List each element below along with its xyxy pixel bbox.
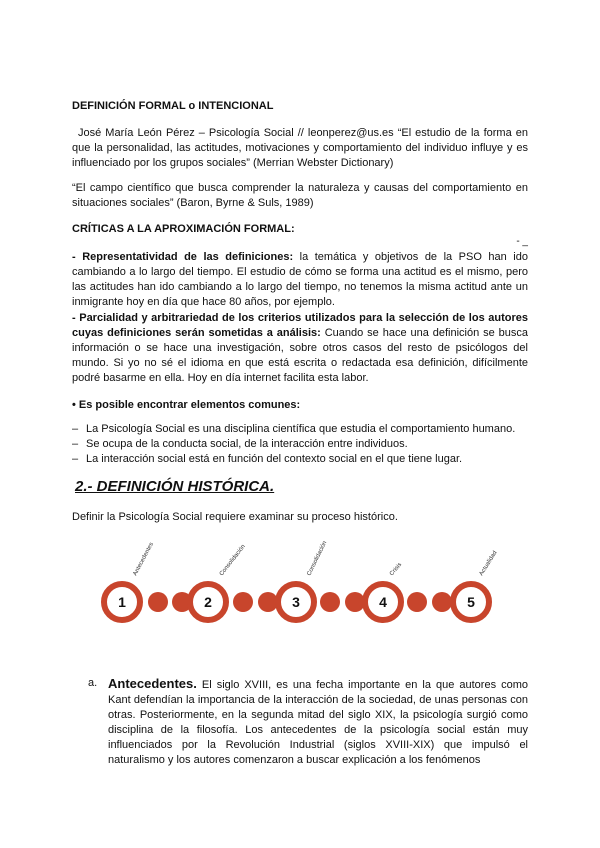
stage-number: 4 [379,594,387,610]
timeline-dot [320,592,340,612]
critica-parcialidad-title: - Parcialidad y arbitrariedad de los criterios utilizados para la selección de los autores cuyas definiciones serán sometidas a análisis: [72,312,528,339]
stage-label: Antecedentes [132,541,155,577]
dash-bullet: – [72,438,79,450]
stage-number: 1 [118,594,126,610]
stage-label: Consolidación [218,543,247,578]
antecedentes-text: El siglo XVIII, es una fecha importante en la que autores como Kant defendían la importancia de la interacción de la sociedad, de unas personas con otras. Posteriormente, en la segunda mitad del siglo XIX, la psicología surgió como disciplina de la filosofía. Los antecedentes de la psicología social están muy influenciados por la Revolución Industrial (siglos XVIII-XIX) que impulsó el naturalismo y los autores comenzaron a buscar explicación a los fenómenos [108,679,528,766]
dash-bullet: – [72,453,79,465]
stage-label: Actualidad [478,550,499,578]
list-item-text: La Psicología Social es una disciplina científica que estudia el comportamiento humano. [86,423,516,435]
historica-intro: Definir la Psicología Social requiere examinar su proceso histórico. [72,511,398,523]
section-title-formal: DEFINICIÓN FORMAL o INTENCIONAL [72,100,274,112]
timeline-stage-1 [104,542,155,620]
list-item [72,452,528,467]
stage-number: 2 [204,594,212,610]
stage-label: Crisis [388,561,404,578]
timeline-stage-3 [278,540,328,620]
list-item-text: La interacción social está en función del contexto social en el que tiene lugar. [86,453,463,465]
critica-parcialidad [72,311,528,386]
list-item [72,422,528,437]
stage-label: Consolidación [306,540,329,577]
antecedentes-paragraph [108,676,528,768]
list-marker: a. [88,677,98,689]
dash-bullet: – [72,423,79,435]
section-title-criticas: CRÍTICAS A LA APROXIMACIÓN FORMAL: [72,223,295,235]
definition-citation [72,126,528,171]
section-title-historica: 2.- DEFINICIÓN HISTÓRICA. [75,478,275,495]
timeline-stage-5 [453,550,499,620]
list-item-text: Se ocupa de la conducta social, de la interacción entre individuos. [86,438,408,450]
definition-quote-baron: “El campo científico que busca comprender la naturaleza y causas del comportamiento en situaciones sociales” (Baron, Byrne & Suls, 1989) [72,182,528,209]
critica-parcialidad-text: Cuando se hace una definición se busca información o se hace una investigación, sobre otros casos del resto de psicólogos del mundo. Si yo no sé el idioma en que está escrita o redactada esa definición, difícilmente podré basarme en ella. Hoy en día internet facilita esta labor. [72,327,528,384]
section-title-comunes: • Es posible encontrar elementos comunes: [72,399,301,411]
dash-marker: - _ [516,236,528,247]
timeline-dot [233,592,253,612]
critica-representatividad-text: la temática y objetivos de la PSO han ido cambiando a lo largo del tiempo. El estudio de cómo se forma una actitud es el mismo, pero las actitudes han ido cambiando a lo largo del tiempo, no tenemos la misma actitud ante un inmigrante hoy en día que hace 80 años, por ejemplo. [72,251,528,308]
history-timeline [0,540,600,660]
timeline-dot [432,592,452,612]
timeline-dot [407,592,427,612]
stage-number: 3 [292,594,300,610]
critica-representatividad [72,250,528,310]
stage-number: 5 [467,594,475,610]
critica-representatividad-title: - Representatividad de las definiciones: [72,251,294,263]
list-item [72,437,528,452]
citation-text: José María León Pérez – Psicología Social // leonperez@us.es “El estudio de la forma en que la personalidad, las actitudes, motivaciones y comportamiento del individuo influye y es influenciado por los grupos sociales” (Merrian Webster Dictionary) [72,127,528,169]
timeline-dot [148,592,168,612]
timeline-stage-4 [365,562,403,620]
antecedentes-title: Antecedentes. [108,676,197,691]
